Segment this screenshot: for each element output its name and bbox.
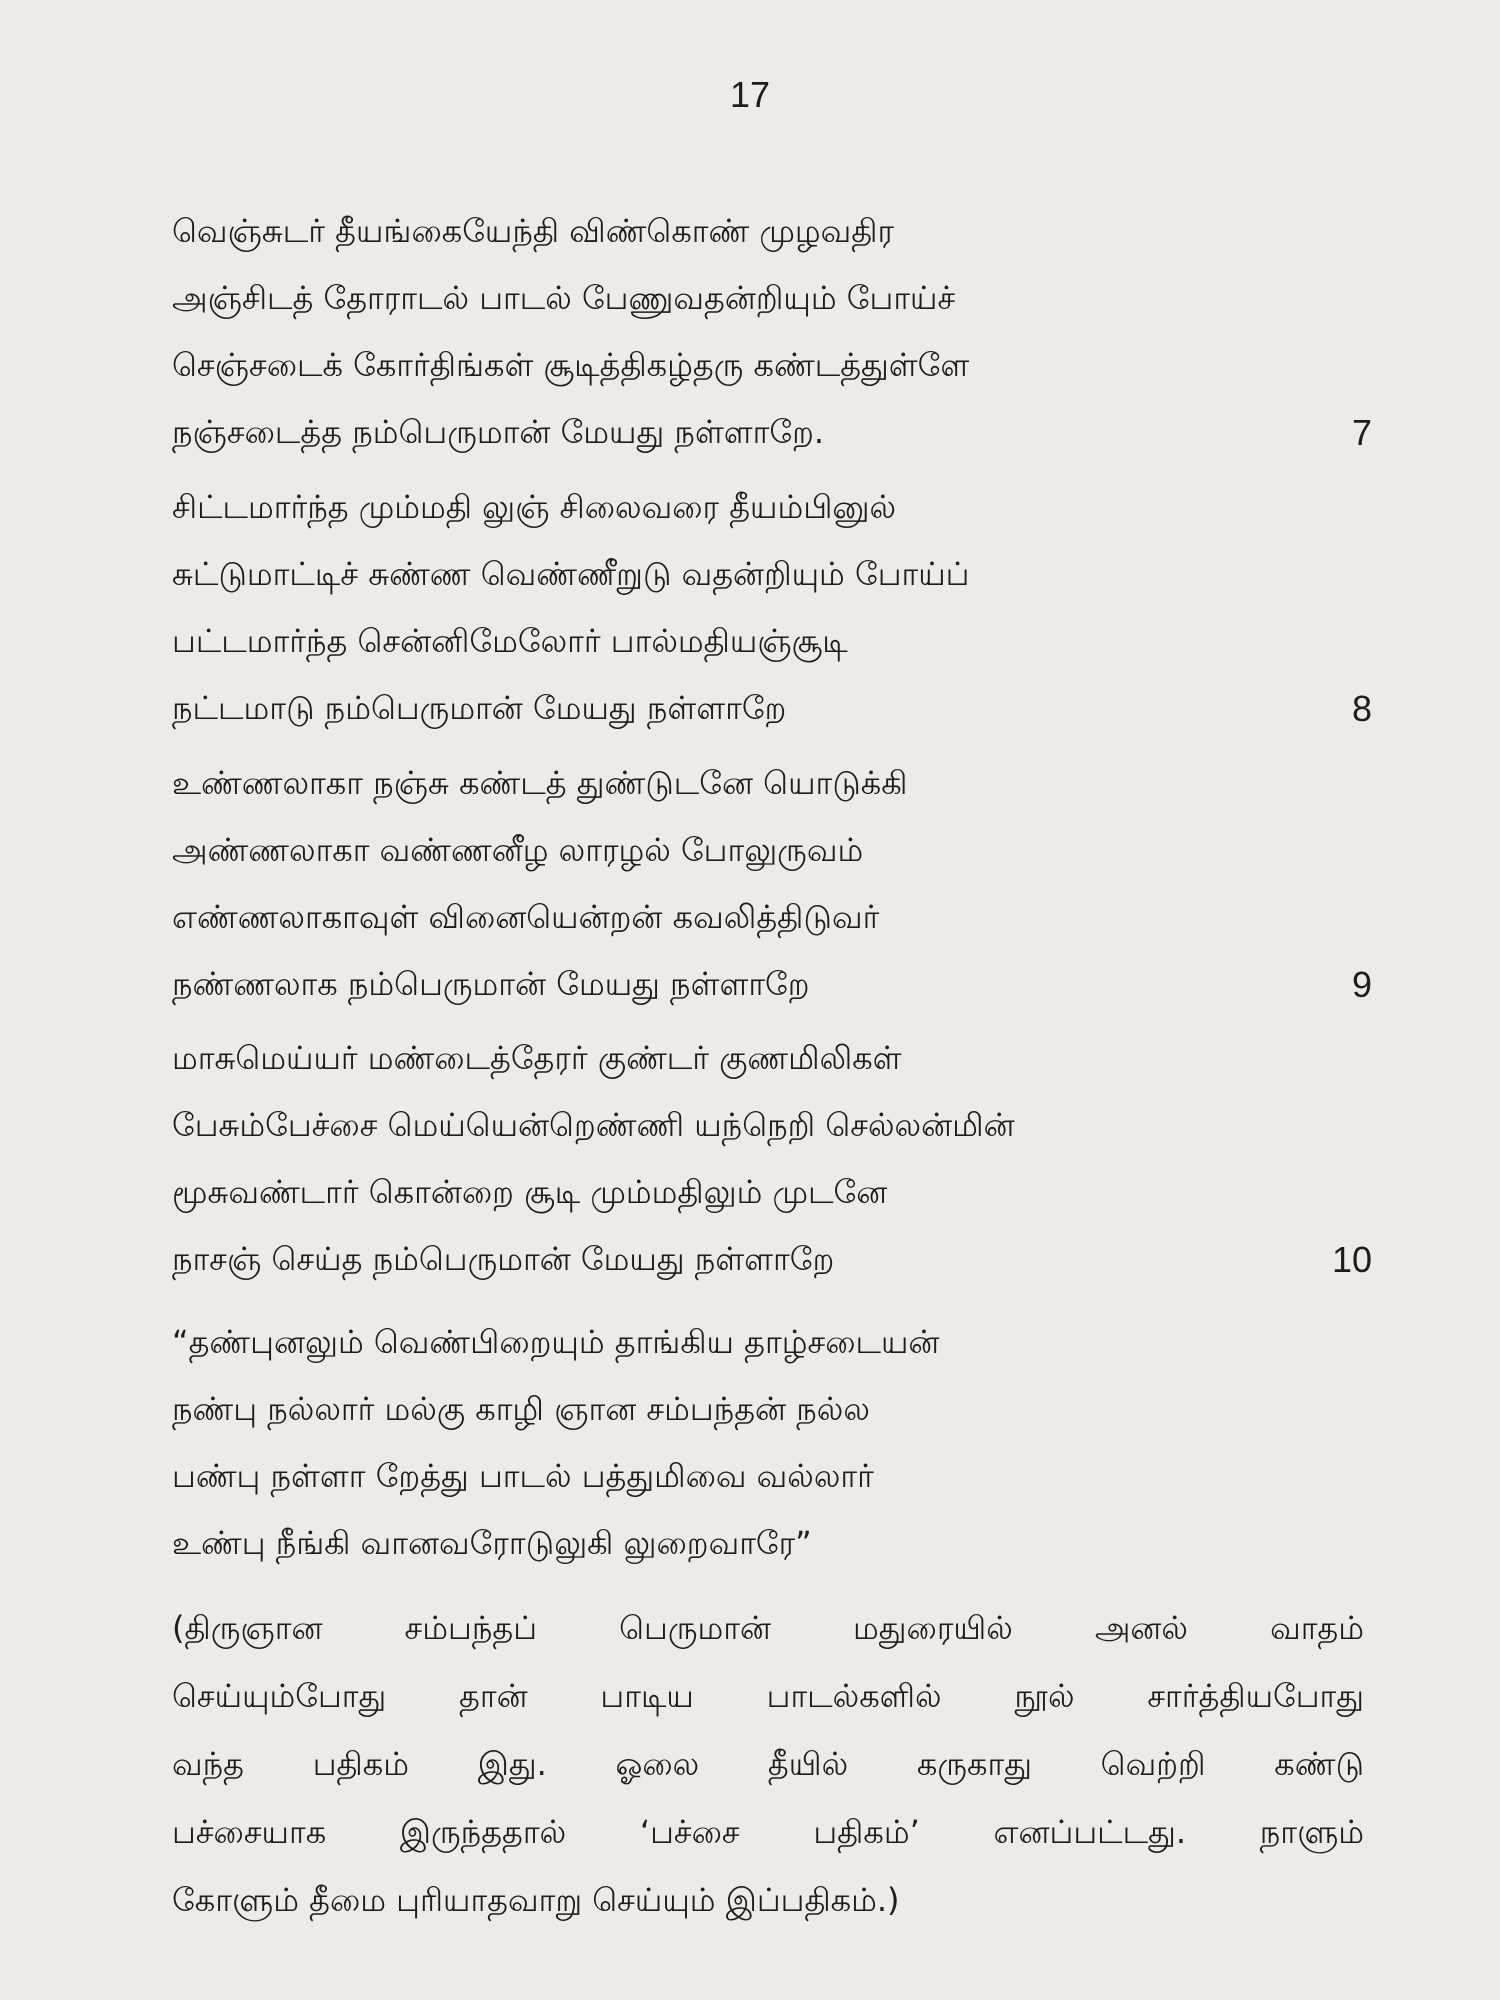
verse-line: உண்பு நீங்கி வானவரோடுலுகி லுறைவாரே” [172, 1524, 812, 1562]
colophon-line: கோளும் தீமை புரியாதவாறு செய்யும் இப்பதிகம்.) [172, 1881, 900, 1919]
verse-line: எண்ணலாகாவுள் வினையென்றன் கவலித்திடுவர் [172, 898, 880, 936]
verse-line: சிட்டமார்ந்த மும்மதி லுஞ் சிலைவரை தீயம்பினுல் [172, 488, 897, 526]
verse-line: உண்ணலாகா நஞ்சு கண்டத் துண்டுடனே யொடுக்கி [172, 764, 908, 802]
verse-number: 10 [1331, 1239, 1372, 1280]
page-number: 17 [729, 74, 771, 115]
verse-line: மாசுமெய்யர் மண்டைத்தேரர் குண்டர் குணமிலிகள் [172, 1039, 902, 1077]
colophon-line: செய்யும்போது தான் பாடிய பாடல்களில் நூல் சார்த்தியபோது [172, 1677, 1364, 1715]
verse-line: பட்டமார்ந்த சென்னிமேலோர் பால்மதியஞ்சூடி [172, 622, 848, 660]
verse-line: “தண்புனலும் வெண்பிறையும் தாங்கிய தாழ்சடையன் [172, 1323, 940, 1361]
stanza-closing [172, 1309, 1372, 1577]
verse-line: செஞ்சடைக் கோர்திங்கள் சூடித்திகழ்தரு கண்டத்துள்ளே [172, 346, 970, 384]
stanza-9 [172, 750, 1372, 1018]
colophon-note [172, 1594, 1364, 1934]
colophon-line: பச்சையாக இருந்ததால் ‘பச்சை பதிகம்’ எனப்பட்டது. நாளும் [172, 1813, 1364, 1851]
verse-line: அஞ்சிடத் தோராடல் பாடல் பேணுவதன்றியும் போய்ச் [172, 279, 956, 317]
verse-number: 9 [1351, 964, 1372, 1005]
verse-line: சுட்டுமாட்டிச் சுண்ண வெண்ணீறுடு வதன்றியும் போய்ப் [172, 555, 970, 593]
verse-line: வெஞ்சுடர் தீயங்கையேந்தி விண்கொண் முழவதிர [172, 212, 895, 250]
verse-line: பண்பு நள்ளா றேத்து பாடல் பத்துமிவை வல்லார் [172, 1457, 874, 1495]
verse-number: 8 [1351, 688, 1372, 729]
stanza-10 [172, 1025, 1372, 1293]
verse-line: பேசும்பேச்சை மெய்யென்றெண்ணி யந்நெறி செல்லன்மின் [172, 1106, 1015, 1144]
verse-line: நாசஞ் செய்த நம்பெருமான் மேயது நள்ளாறே 10 [172, 1226, 1372, 1293]
stanza-7 [172, 198, 1372, 466]
verse-line: நஞ்சடைத்த நம்பெருமான் மேயது நள்ளாறே. 7 [172, 399, 1372, 466]
verse-line: மூசுவண்டார் கொன்றை சூடி மும்மதிலும் முடனே [172, 1173, 888, 1211]
colophon-line: (திருஞான சம்பந்தப் பெருமான் மதுரையில் அனல் வாதம் [172, 1609, 1364, 1647]
verse-line: நண்பு நல்லார் மல்கு காழி ஞான சம்பந்தன் நல்ல [172, 1390, 870, 1428]
stanza-8 [172, 474, 1372, 742]
verse-line: அண்ணலாகா வண்ணனீழ லாரழல் போலுருவம் [172, 831, 864, 869]
verse-line: நண்ணலாக நம்பெருமான் மேயது நள்ளாறே 9 [172, 951, 1372, 1018]
verse-number: 7 [1351, 412, 1372, 453]
colophon-line: வந்த பதிகம் இது. ஓலை தீயில் கருகாது வெற்றி கண்டு [172, 1745, 1364, 1783]
verse-line: நட்டமாடு நம்பெருமான் மேயது நள்ளாறே 8 [172, 675, 1372, 742]
